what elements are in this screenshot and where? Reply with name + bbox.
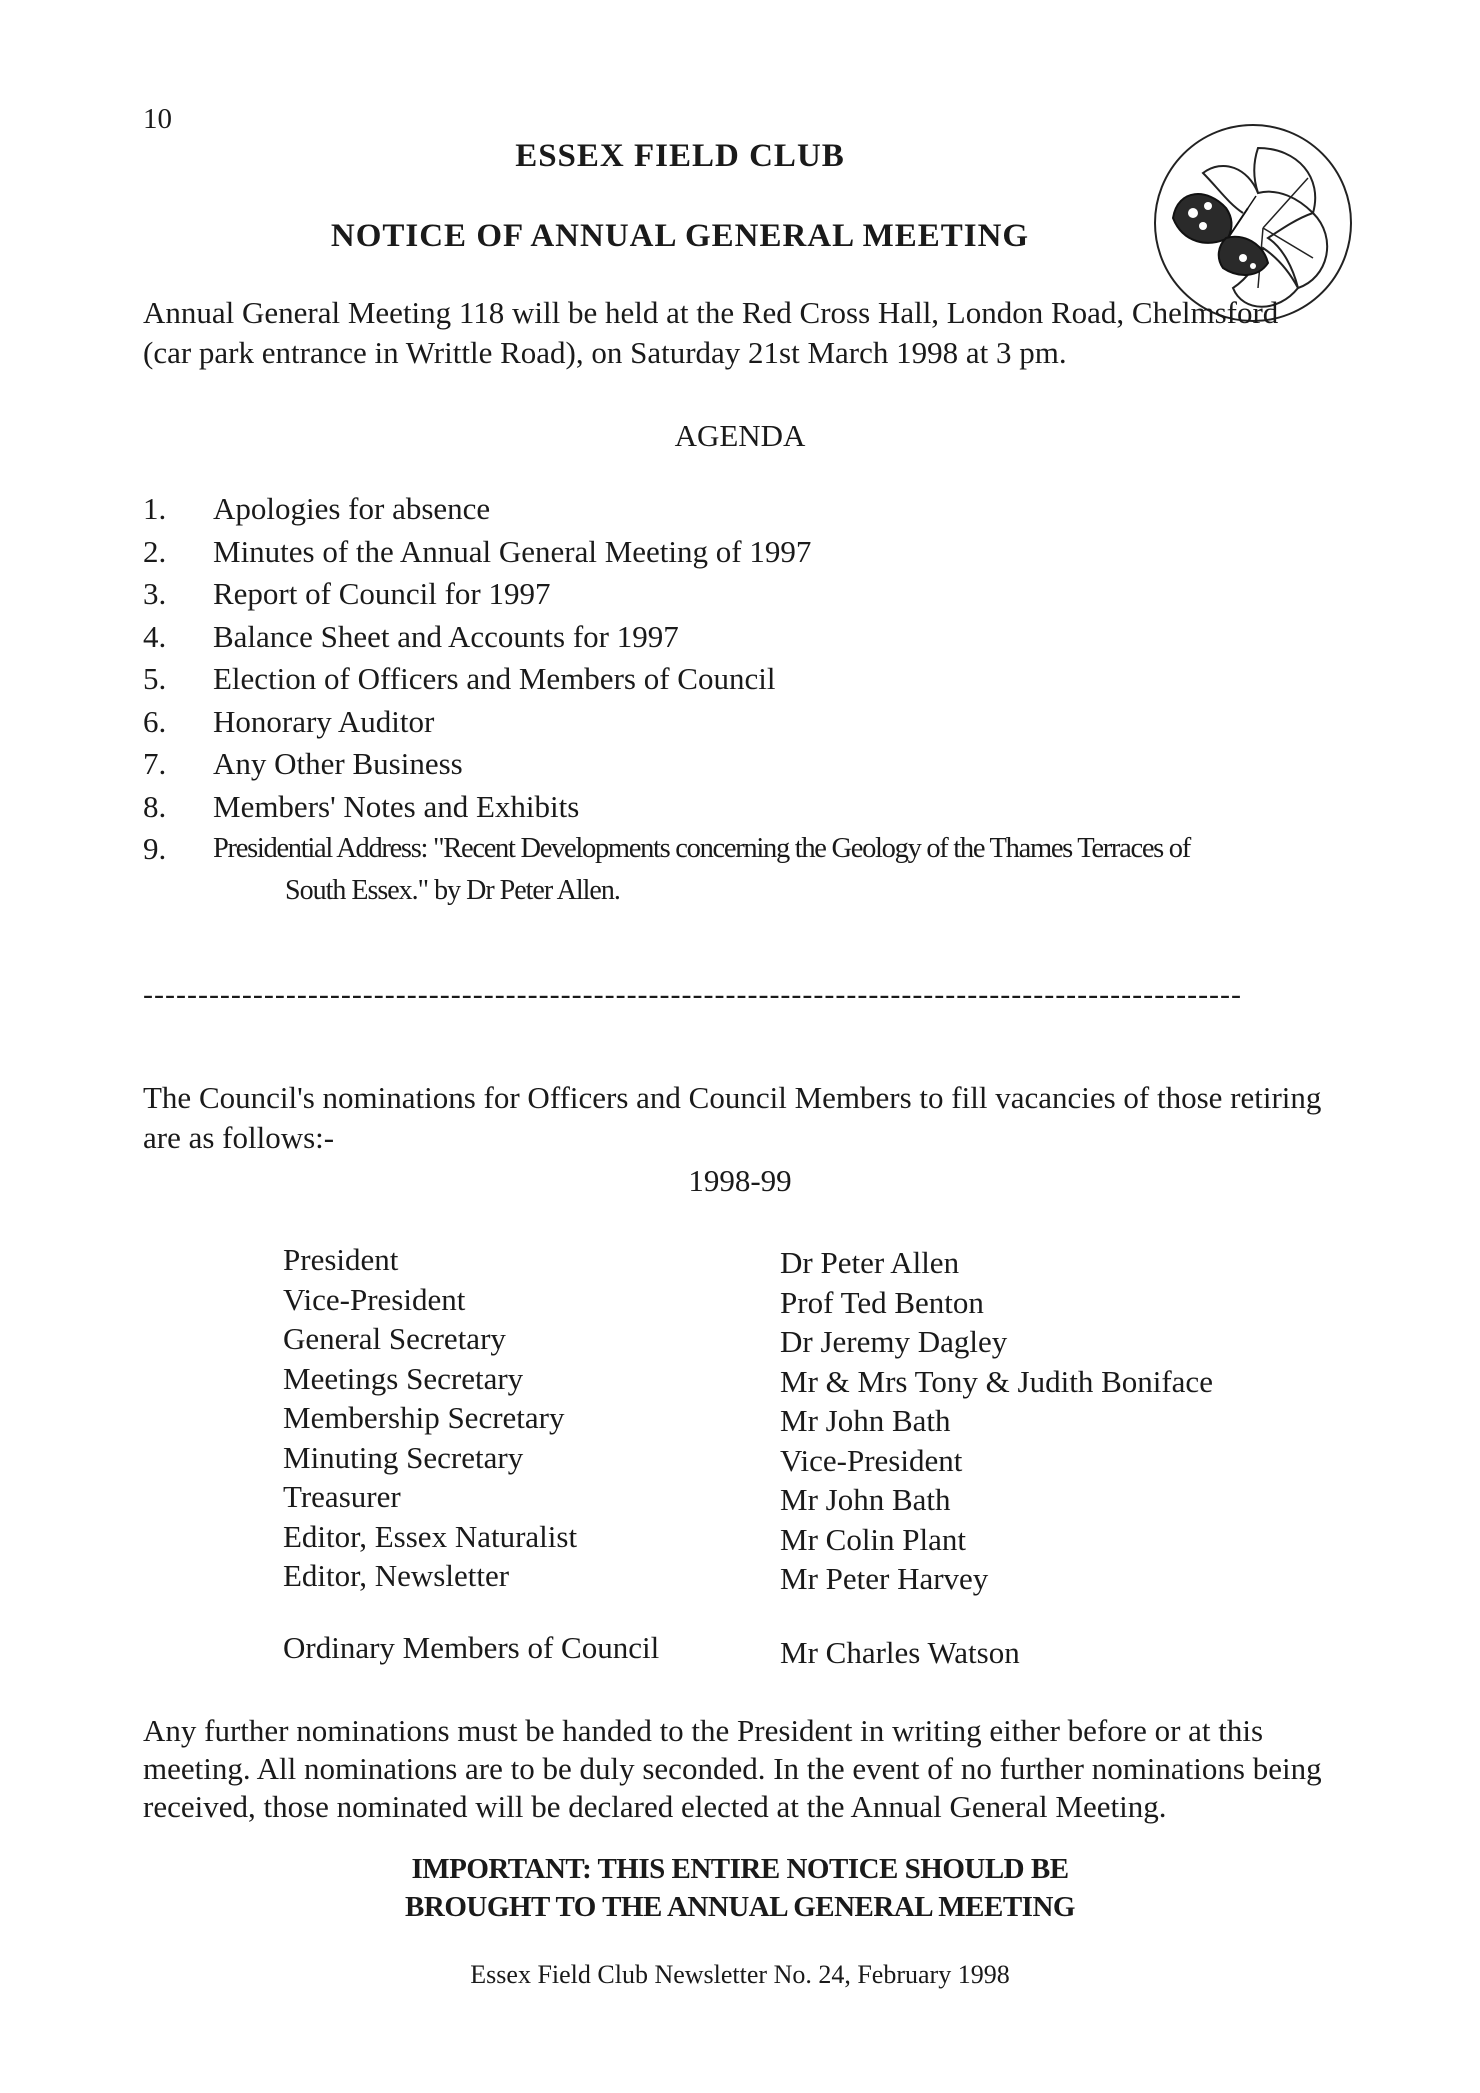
nominee-name: Mr John Bath [780, 1403, 951, 1438]
agenda-number: 5. [143, 661, 167, 696]
nominations-intro: The Council's nominations for Officers and Council Members to fill vacancies of those retiring are as follows:- [143, 1080, 1322, 1155]
nominee-name: Prof Ted Benton [780, 1284, 984, 1320]
agenda-item [143, 701, 1190, 744]
agenda-text: Members' Notes and Exhibits [213, 788, 580, 824]
ordinary-members-name: Mr Charles Watson [780, 1635, 1020, 1670]
agenda-item [143, 828, 1190, 871]
meeting-intro: Annual General Meeting 118 will be held at the Red Cross Hall, London Road, Chelmsford (car park entrance in Writtle Road), on Saturday 21st March 1998 at 3 pm. [143, 295, 1279, 370]
role-label: Meetings Secretary [283, 1360, 524, 1396]
agenda-number: 4. [143, 618, 167, 654]
nominee-name: Mr Peter Harvey [780, 1561, 989, 1596]
agenda-number: 9. [143, 831, 167, 866]
agenda-item-continuation: South Essex." by Dr Peter Allen. [285, 874, 620, 906]
agenda-text: Presidential Address: "Recent Developments concerning the Geology of the Thames Terraces of [213, 833, 1190, 864]
nominee-name: Vice-President [780, 1442, 963, 1478]
agenda-number: 2. [143, 533, 167, 569]
agenda-text: Report of Council for 1997 [213, 576, 551, 611]
agenda-heading: AGENDA [674, 418, 806, 453]
agenda-text: Any Other Business [213, 746, 463, 781]
nominee-name: Mr & Mrs Tony & Judith Boniface [780, 1363, 1213, 1399]
agenda-list [143, 488, 1190, 911]
agenda-text: Election of Officers and Members of Council [213, 661, 776, 696]
nominations-roles [283, 1240, 577, 1596]
important-notice [0, 1850, 1480, 1926]
further-nominations-text: Any further nominations must be handed to the President in writing either before or at this meeting. All nominations are to be duly seconded. In the event of no further nominations being received, those nominated will be declared elected at the Annual General Meeting. [143, 1713, 1322, 1824]
agenda-text: Apologies for absence [213, 491, 491, 526]
notice-title: NOTICE OF ANNUAL GENERAL MEETING [330, 218, 1030, 254]
agenda-item [143, 743, 1190, 786]
nominee-name: Dr Jeremy Dagley [780, 1324, 1008, 1359]
agenda-number: 3. [143, 576, 167, 611]
role-label: Minuting Secretary [283, 1439, 524, 1475]
page-number: 10 [143, 103, 172, 135]
agenda-number: 8. [143, 788, 167, 824]
important-line-2: BROUGHT TO THE ANNUAL GENERAL MEETING [405, 1891, 1075, 1923]
agenda-text: Balance Sheet and Accounts for 1997 [213, 618, 679, 654]
agenda-item [143, 573, 1190, 616]
agenda-text: Honorary Auditor [213, 703, 435, 739]
nominee-name: Mr Colin Plant [780, 1521, 967, 1557]
agenda-number: 7. [143, 746, 167, 781]
page-footer: Essex Field Club Newsletter No. 24, February 1998 [470, 1960, 1010, 1989]
role-label: General Secretary [283, 1321, 506, 1356]
nominations-names [780, 1243, 1213, 1599]
nominee-name: Dr Peter Allen [780, 1245, 960, 1280]
role-label: Editor, Essex Naturalist [283, 1518, 578, 1554]
agenda-item [143, 786, 1190, 829]
club-title: ESSEX FIELD CLUB [515, 138, 845, 174]
role-label: Vice-President [283, 1281, 466, 1317]
nominee-name: Mr John Bath [780, 1482, 951, 1517]
section-divider: ---------------------------------------------------------------------------------------------------- [143, 978, 1243, 1011]
agenda-text: Minutes of the Annual General Meeting of 1997 [213, 533, 812, 569]
role-label: Treasurer [283, 1479, 401, 1514]
agenda-item [143, 488, 1190, 531]
agenda-number: 1. [143, 491, 167, 526]
role-label: President [283, 1242, 399, 1277]
nominations-year: 1998-99 [688, 1163, 792, 1198]
agenda-item [143, 531, 1190, 574]
agenda-item [143, 616, 1190, 659]
ordinary-members-role: Ordinary Members of Council [283, 1630, 660, 1665]
agenda-number: 6. [143, 703, 167, 739]
role-label: Membership Secretary [283, 1400, 565, 1435]
agenda-item [143, 658, 1190, 701]
important-line-1: IMPORTANT: THIS ENTIRE NOTICE SHOULD BE [411, 1853, 1069, 1885]
role-label: Editor, Newsletter [283, 1558, 510, 1593]
